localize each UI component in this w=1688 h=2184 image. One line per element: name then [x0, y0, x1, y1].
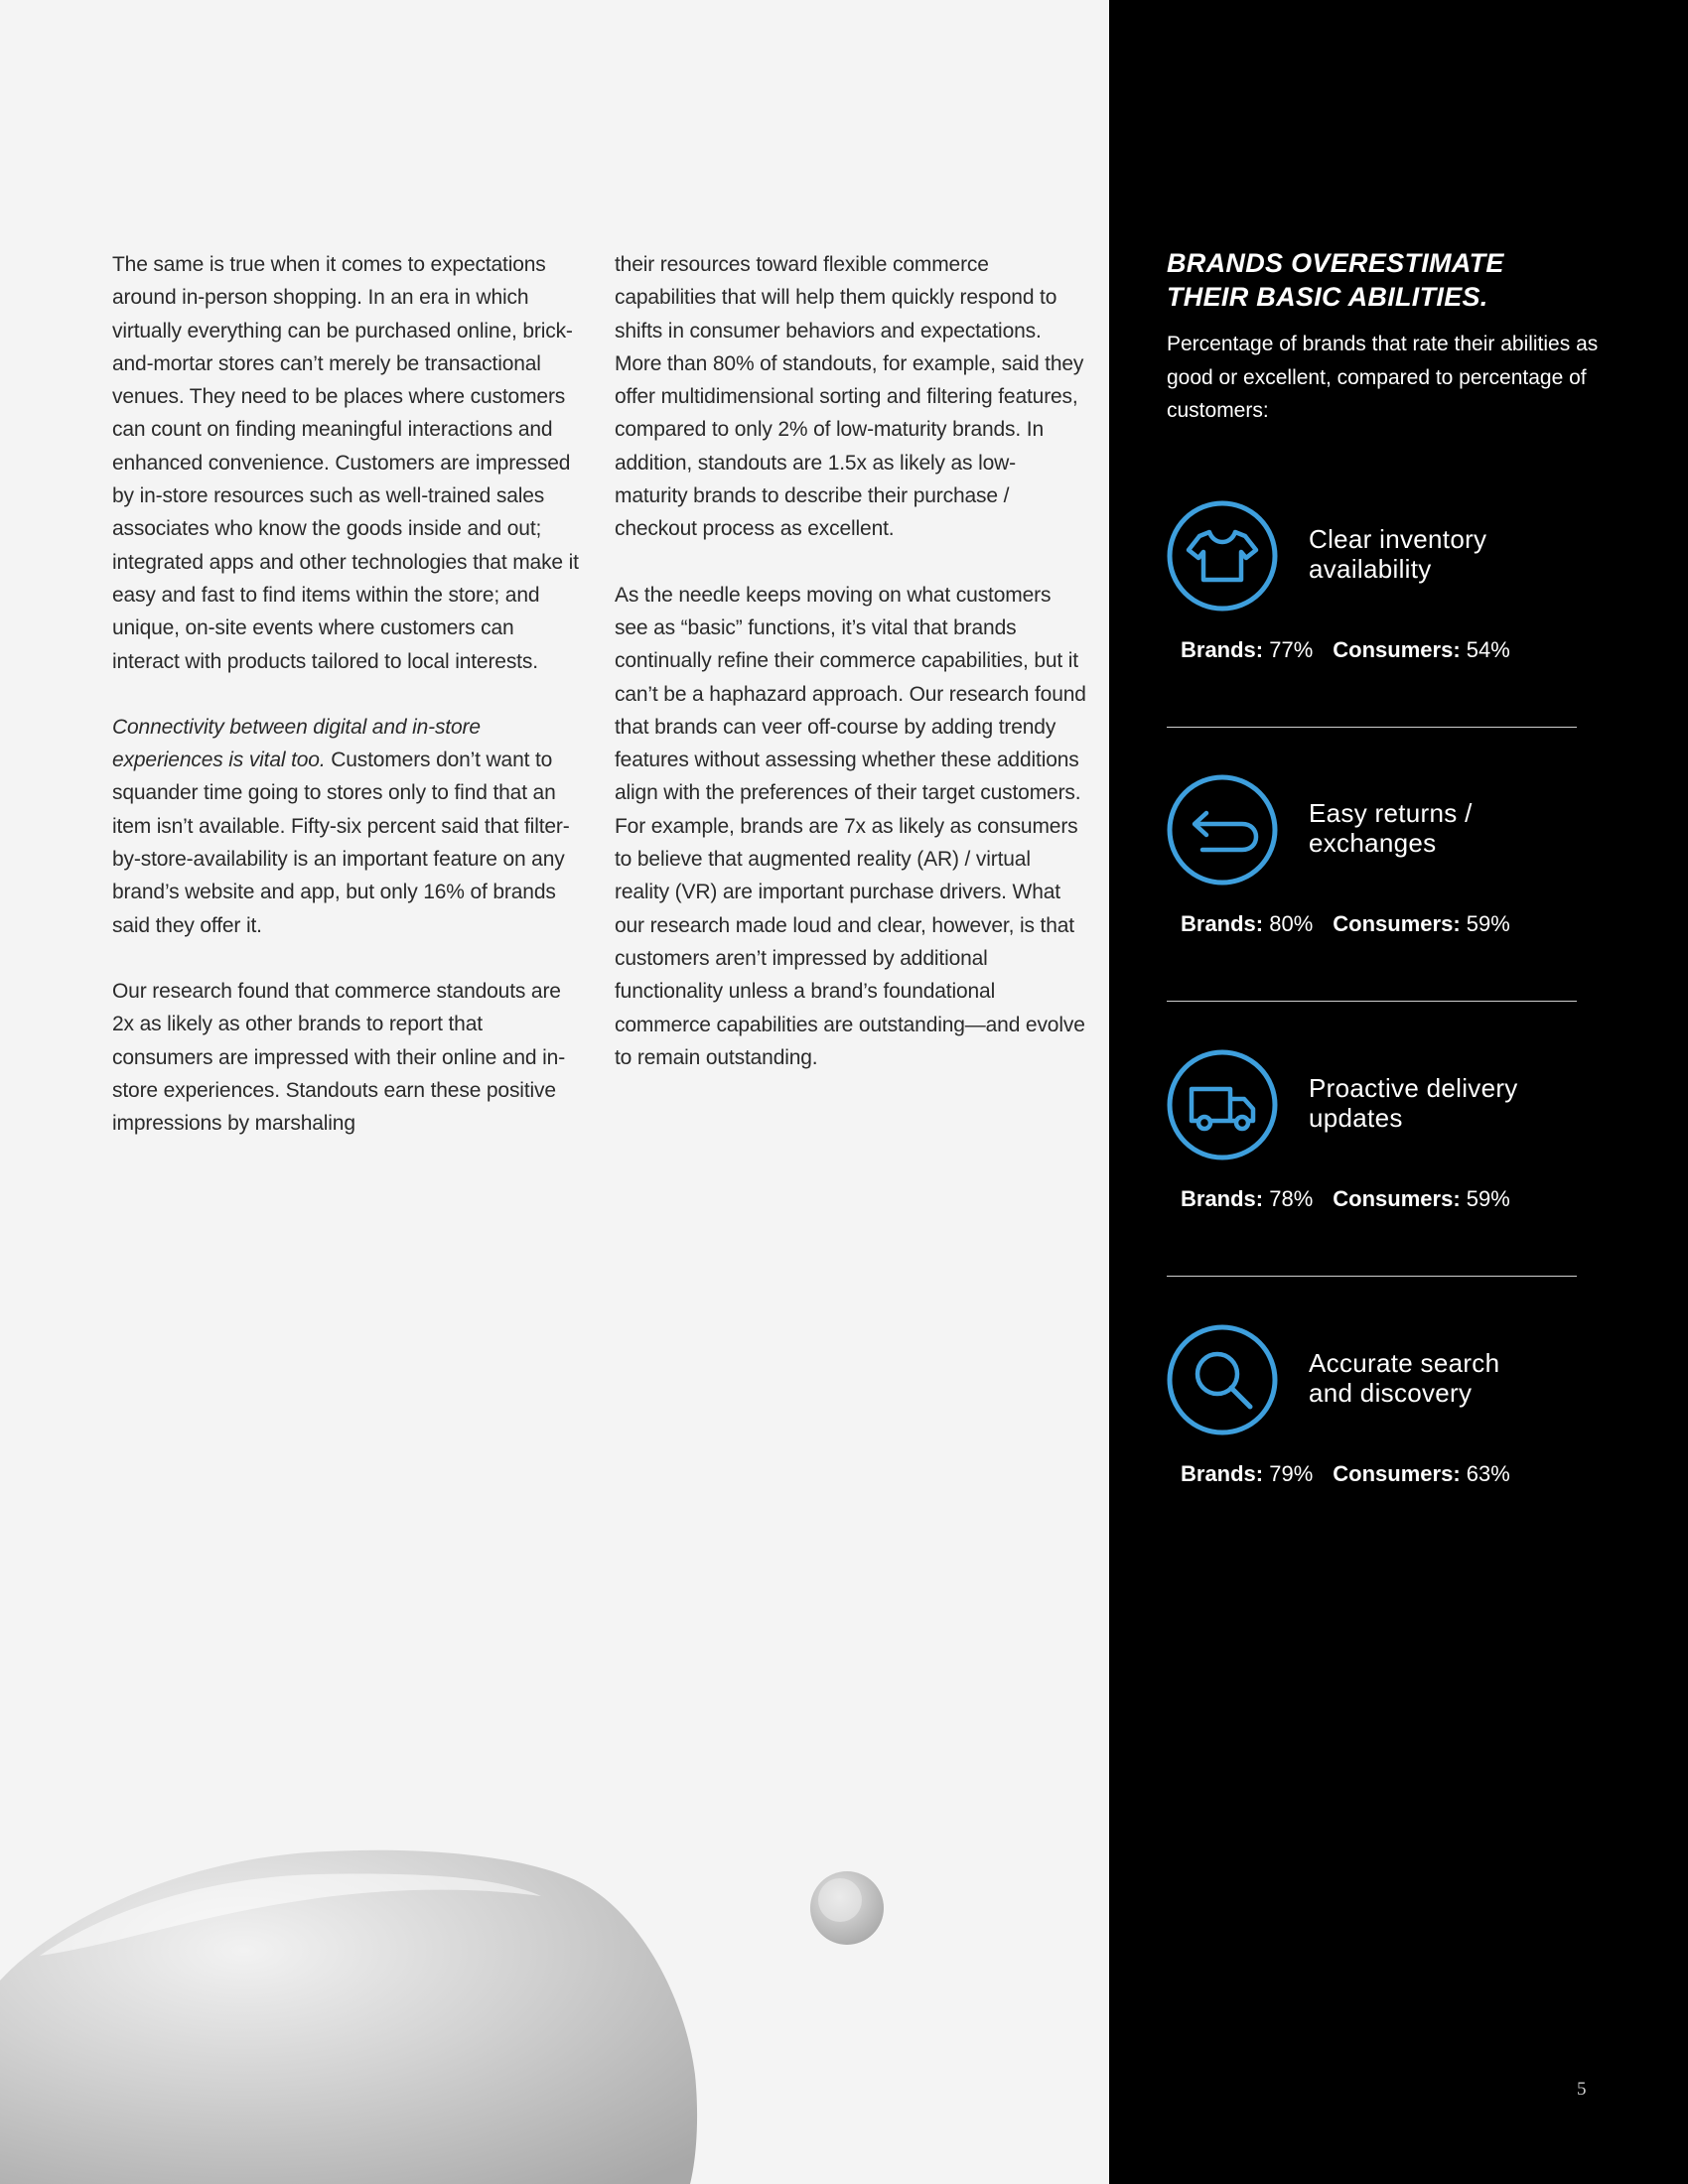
large-blob — [0, 1850, 697, 2184]
paragraph: As the needle keeps moving on what customers see as “basic” functions, it’s vital that brands continually refine their commerce capabilities, but it can’t be a haphazard approach. Our research found that brands can veer off-course by adding trendy features without assessing whether these additions align with the preferences of their target customers. For example, brands are 7x as likely as consumers to believe that augmented reality (AR) / virtual reality (VR) are important purchase drivers. What our research made loud and clear, however, is that customers aren’t impressed by additional functionality unless a brand’s foundational commerce capabilities are outstanding—and evolve to remain outstanding. — [615, 583, 1086, 1069]
return-arrow-icon — [1167, 774, 1278, 886]
paragraph-text: Customers don’t want to squander time going to stores only to find that an item isn’t available. Fifty-six percent said that filter-by-store-availability is an important feature on any brand’s website and app, but only 16% of brands said they offer it. — [112, 749, 570, 937]
consumers-value: 59% — [1466, 911, 1510, 936]
body-column-left — [112, 248, 579, 1140]
stat-item-search — [1167, 1324, 1577, 1598]
brands-value: 77% — [1269, 637, 1314, 662]
divider — [1167, 1001, 1577, 1002]
page-number: 5 — [1577, 2079, 1587, 2100]
body-column-right — [615, 248, 1086, 1074]
stat-values: Brands: 77% Consumers: 54% — [1181, 637, 1510, 662]
decorative-blob-graphic — [0, 1807, 1109, 2184]
consumers-value: 54% — [1466, 637, 1510, 662]
brands-value: 79% — [1269, 1461, 1314, 1486]
divider — [1167, 1276, 1577, 1277]
stat-item-delivery — [1167, 1049, 1577, 1323]
truck-icon — [1167, 1049, 1278, 1160]
stat-label: Easy returns / exchanges — [1309, 798, 1473, 858]
emphasis-text: Connectivity between digital and in-store experiences is vital too. — [112, 715, 481, 772]
paragraph: The same is true when it comes to expectations around in-person shopping. In an era in which virtually everything can be purchased online, brick-and-mortar stores can’t merely be transactional venues. They need to be places where customers can count on finding meaningful interactions and enhanced convenience. Customers are impressed by in-store resources such as well-trained sales associates who know the goods inside and out; integrated apps and other technologies that make it easy and fast to find items within the store; and unique, on-site events where customers can interact with products tailored to local interests. — [112, 253, 579, 673]
consumers-value: 59% — [1466, 1186, 1510, 1211]
brands-value: 80% — [1269, 911, 1314, 936]
sidebar-subtitle: Percentage of brands that rate their abilities as good or excellent, compared to percentage of customers: — [1167, 333, 1599, 422]
stat-values: Brands: 78% Consumers: 59% — [1181, 1186, 1510, 1211]
stat-item-inventory — [1167, 500, 1577, 774]
consumers-value: 63% — [1466, 1461, 1510, 1486]
paragraph: their resources toward flexible commerce capabilities that will help them quickly respond to shifts in consumer behaviors and expectations. More than 80% of standouts, for example, said they offer multidimensional sorting and filtering features, compared to only 2% of low-maturity brands. In addition, standouts are 1.5x as likely as low-maturity brands to describe their purchase / checkout process as excellent. — [615, 253, 1084, 541]
magnifier-icon — [1167, 1324, 1278, 1435]
paragraph — [112, 711, 579, 942]
stat-label: Clear inventory availability — [1309, 524, 1487, 584]
brands-value: 78% — [1269, 1186, 1314, 1211]
tshirt-icon — [1167, 500, 1278, 612]
stat-values: Brands: 79% Consumers: 63% — [1181, 1461, 1510, 1486]
stat-values: Brands: 80% Consumers: 59% — [1181, 911, 1510, 936]
stat-item-returns — [1167, 774, 1577, 1048]
paragraph: Our research found that commerce standouts are 2x as likely as other brands to report that consumers are impressed with their online and in-store experiences. Standouts earn these positive impressions by marshaling — [112, 979, 566, 1136]
stat-label: Accurate search and discovery — [1309, 1348, 1500, 1408]
stat-label: Proactive delivery updates — [1309, 1073, 1518, 1133]
sidebar-title: BRANDS OVERESTIMATE THEIR BASIC ABILITIES. — [1167, 248, 1504, 312]
stats-sidebar — [1109, 0, 1688, 2184]
divider — [1167, 727, 1577, 728]
